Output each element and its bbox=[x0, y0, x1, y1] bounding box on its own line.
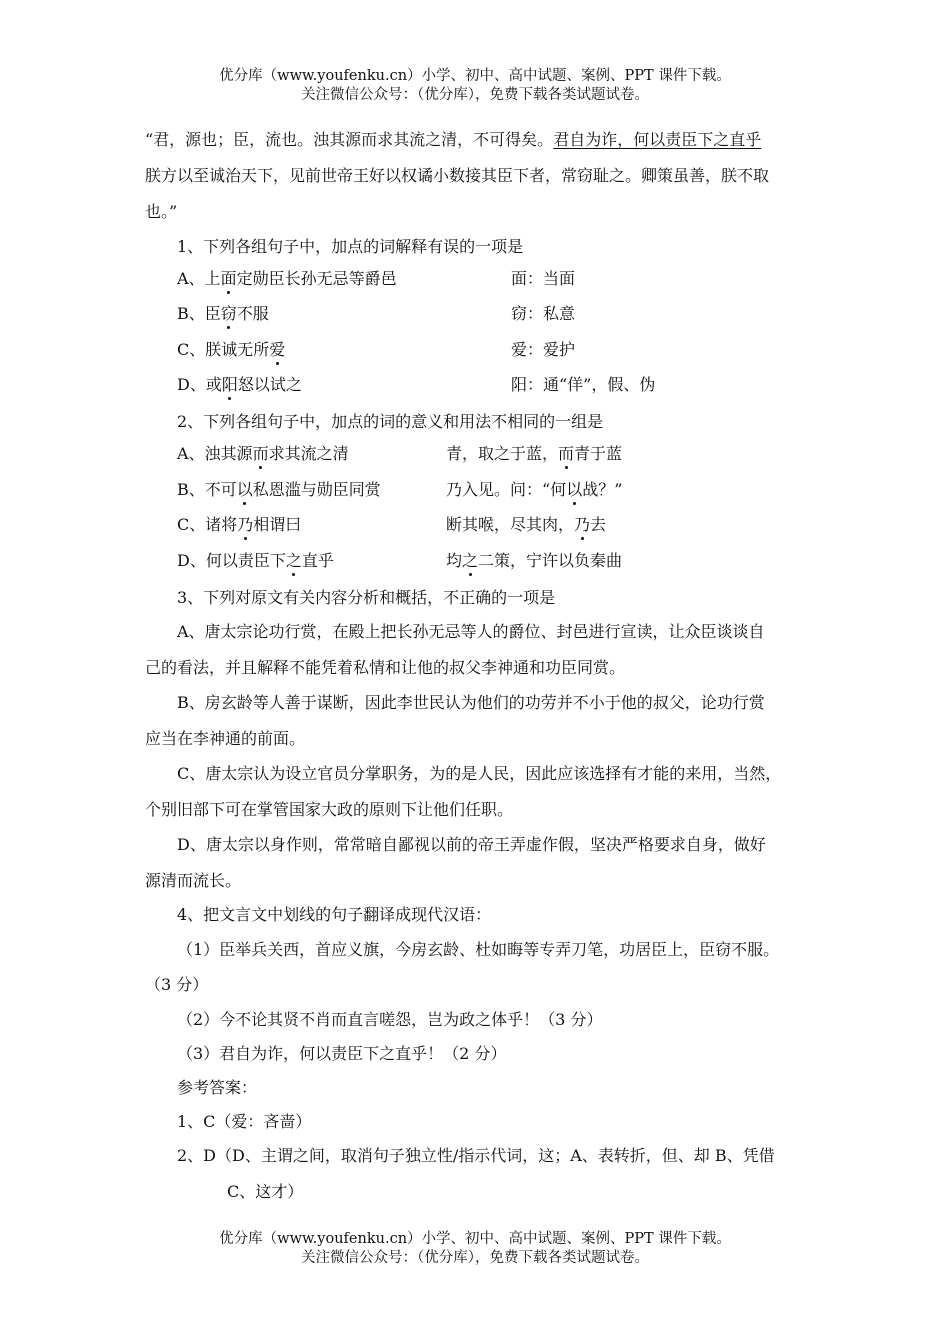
footer-line-2: 关注微信公众号：（优分库），免费下载各类试题试卷。 bbox=[301, 1250, 649, 1266]
q1-option-b: B、臣窃不服 bbox=[177, 304, 269, 323]
dotted-char: 面 bbox=[220, 269, 237, 288]
question-2-stem: 2、下列各组句子中，加点的词的意义和用法不相同的一组是 bbox=[177, 412, 604, 431]
dotted-char: 窃 bbox=[220, 304, 237, 323]
answer-1: 1、C（爱：吝啬） bbox=[177, 1112, 312, 1131]
q3-option-a-line-1: A、唐太宗论功行赏，在殿上把长孙无忌等人的爵位、封邑进行宣读，让众臣谈谈自 bbox=[177, 622, 765, 641]
q1-option-d: D、或阳怒以试之 bbox=[177, 375, 302, 394]
q4-sentence-2: （2）今不论其贤不肖而直言嗟怨，岂为政之体乎！（3 分） bbox=[177, 1010, 603, 1029]
q1-option-c: C、朕诚无所爱 bbox=[177, 340, 286, 359]
q3-option-a-line-2: 己的看法，并且解释不能凭着私情和让他的叔父李神通和功臣同赏。 bbox=[145, 658, 626, 677]
q1-option-d-explanation: 阳：通“佯”，假、伪 bbox=[511, 375, 656, 394]
dotted-char: 乃 bbox=[237, 515, 254, 534]
passage-line-2: 朕方以至诚治天下，见前世帝王好以权谲小数接其臣下者，常窃耻之。卿策虽善，朕不取 bbox=[145, 166, 770, 185]
q3-option-d-line-2: 源清而流长。 bbox=[145, 871, 242, 890]
header-line-2: 关注微信公众号：（优分库），免费下载各类试题试卷。 bbox=[301, 87, 649, 103]
dotted-char: 爱 bbox=[269, 340, 286, 359]
q2-option-b-compare: 乃入见。问：“何以战？” bbox=[446, 480, 623, 499]
q3-option-c-line-2: 个别旧部下可在掌管国家大政的原则下让他们任职。 bbox=[145, 800, 514, 819]
q2-option-c-compare: 断其喉，尽其肉，乃去 bbox=[446, 515, 607, 534]
dotted-char: 之 bbox=[462, 551, 479, 570]
answer-2-line-2: C、这才） bbox=[227, 1182, 304, 1201]
header-line-1: 优分库（www.youfenku.cn）小学、初中、高中试题、案例、PPT 课件下载。 bbox=[219, 68, 731, 84]
passage-line-1: “君，源也；臣，流也。浊其源而求其流之清，不可得矣。君自为诈，何以责臣下之直乎 bbox=[145, 130, 762, 149]
question-1-stem: 1、下列各组句子中，加点的词解释有误的一项是 bbox=[177, 237, 524, 256]
q2-option-d: D、何以责臣下之直乎 bbox=[177, 551, 334, 570]
dotted-char: 乃 bbox=[574, 515, 591, 534]
page-header bbox=[0, 67, 950, 105]
q2-option-b: B、不可以私恩滥与勋臣同赏 bbox=[177, 480, 381, 499]
underlined-sentence: 君自为诈，何以责臣下之直乎 bbox=[553, 130, 762, 149]
dotted-char: 以 bbox=[566, 480, 583, 499]
answers-title: 参考答案： bbox=[177, 1078, 258, 1097]
passage-line-3: 也。” bbox=[145, 202, 178, 221]
q4-sentence-1-score: （3 分） bbox=[145, 975, 209, 994]
dotted-char: 而 bbox=[558, 444, 575, 463]
q2-option-a-compare: 青，取之于蓝，而青于蓝 bbox=[446, 444, 623, 463]
q2-option-c: C、诸将乃相谓曰 bbox=[177, 515, 302, 534]
q2-option-d-compare: 均之二策，宁许以负秦曲 bbox=[446, 551, 623, 570]
q3-option-c-line-1: C、唐太宗认为设立官员分掌职务，为的是人民，因此应该选择有才能的来用，当然， bbox=[177, 764, 782, 783]
q1-option-b-explanation: 窃：私意 bbox=[511, 304, 576, 323]
q4-sentence-3: （3）君自为诈，何以责臣下之直乎！（2 分） bbox=[177, 1044, 507, 1063]
footer-line-1: 优分库（www.youfenku.cn）小学、初中、高中试题、案例、PPT 课件下载。 bbox=[219, 1231, 731, 1247]
q2-option-a: A、浊其源而求其流之清 bbox=[177, 444, 349, 463]
dotted-char: 而 bbox=[252, 444, 269, 463]
page-footer bbox=[0, 1230, 950, 1268]
question-3-stem: 3、下列对原文有关内容分析和概括，不正确的一项是 bbox=[177, 588, 556, 607]
q4-sentence-1: （1）臣举兵关西，首应义旗，今房玄龄、杜如晦等专弄刀笔，功居臣上，臣窃不服。 bbox=[177, 940, 780, 959]
q1-option-a: A、上面定勋臣长孙无忌等爵邑 bbox=[177, 269, 397, 288]
dotted-char: 之 bbox=[285, 551, 302, 570]
dotted-char: 以 bbox=[236, 480, 253, 499]
q3-option-b-line-2: 应当在李神通的前面。 bbox=[145, 729, 306, 748]
q3-option-d-line-1: D、唐太宗以身作则，常常暗自鄙视以前的帝王弄虚作假，坚决严格要求自身，做好 bbox=[177, 835, 766, 854]
q1-option-a-explanation: 面：当面 bbox=[511, 269, 576, 288]
q1-option-c-explanation: 爱：爱护 bbox=[511, 340, 576, 359]
dotted-char: 阳 bbox=[221, 375, 238, 394]
q3-option-b-line-1: B、房玄龄等人善于谋断，因此李世民认为他们的功劳并不小于他的叔父，论功行赏 bbox=[177, 693, 765, 712]
question-4-stem: 4、把文言文中划线的句子翻译成现代汉语： bbox=[177, 905, 492, 924]
answer-2-line-1: 2、D（D、主谓之间，取消句子独立性/指示代词，这；A、表转折，但、却 B、凭借 bbox=[177, 1146, 775, 1165]
